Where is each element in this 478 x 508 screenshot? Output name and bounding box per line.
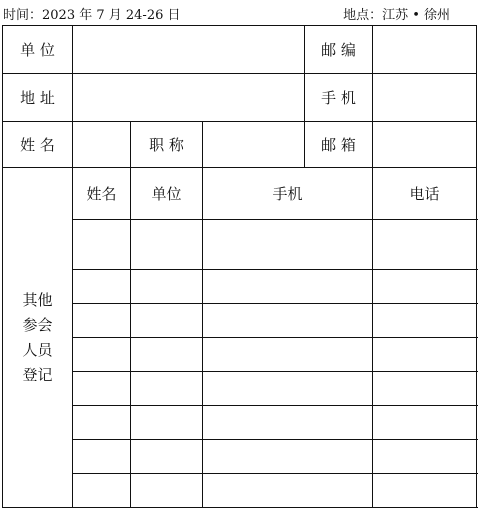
address-field[interactable] bbox=[73, 74, 305, 122]
participant-row bbox=[3, 304, 477, 338]
others-section-label bbox=[3, 168, 73, 508]
participant-name-cell[interactable] bbox=[73, 338, 131, 372]
participant-phone-cell[interactable] bbox=[373, 270, 477, 304]
others-label-line: 登记 bbox=[22, 365, 53, 384]
name-field[interactable] bbox=[73, 122, 131, 168]
unit-label: 单 位 bbox=[3, 26, 73, 74]
participant-mobile-cell[interactable] bbox=[203, 440, 373, 474]
unit-field[interactable] bbox=[73, 26, 305, 74]
participant-phone-cell[interactable] bbox=[373, 220, 477, 270]
participant-row bbox=[3, 440, 477, 474]
participant-mobile-cell[interactable] bbox=[203, 406, 373, 440]
participant-phone-cell[interactable] bbox=[373, 406, 477, 440]
participant-phone-cell[interactable] bbox=[373, 304, 477, 338]
others-label-line: 人员 bbox=[22, 340, 53, 359]
participant-row bbox=[3, 406, 477, 440]
participant-unit-cell[interactable] bbox=[131, 406, 203, 440]
mobile-field[interactable] bbox=[373, 74, 477, 122]
registration-form bbox=[2, 25, 477, 508]
participant-unit-cell[interactable] bbox=[131, 270, 203, 304]
others-header-row bbox=[3, 168, 477, 220]
participant-name-cell[interactable] bbox=[73, 440, 131, 474]
participant-row bbox=[3, 220, 477, 270]
participant-mobile-cell[interactable] bbox=[203, 474, 373, 508]
participant-row bbox=[3, 338, 477, 372]
participant-phone-cell[interactable] bbox=[373, 338, 477, 372]
participant-mobile-cell[interactable] bbox=[203, 338, 373, 372]
title-field[interactable] bbox=[203, 122, 305, 168]
date-text: 时间：2023 年 7 月 24-26 日 bbox=[3, 8, 181, 23]
participant-name-cell[interactable] bbox=[73, 220, 131, 270]
participant-unit-cell[interactable] bbox=[131, 440, 203, 474]
participant-name-cell[interactable] bbox=[73, 474, 131, 508]
location-text: 地点：江苏 • 徐州 bbox=[343, 8, 450, 23]
participant-unit-cell[interactable] bbox=[131, 304, 203, 338]
mobile-label: 手 机 bbox=[305, 74, 373, 122]
participant-row bbox=[3, 372, 477, 406]
participant-row bbox=[3, 270, 477, 304]
participant-phone-cell[interactable] bbox=[373, 372, 477, 406]
participant-mobile-cell[interactable] bbox=[203, 220, 373, 270]
participant-name-cell[interactable] bbox=[73, 270, 131, 304]
participant-name-cell[interactable] bbox=[73, 304, 131, 338]
participant-phone-cell[interactable] bbox=[373, 440, 477, 474]
name-row bbox=[3, 122, 477, 168]
participant-name-cell[interactable] bbox=[73, 406, 131, 440]
col-header-unit: 单位 bbox=[131, 168, 203, 220]
participant-phone-cell[interactable] bbox=[373, 474, 477, 508]
col-header-mobile: 手机 bbox=[203, 168, 373, 220]
participant-unit-cell[interactable] bbox=[131, 338, 203, 372]
address-label: 地 址 bbox=[3, 74, 73, 122]
col-header-name: 姓名 bbox=[73, 168, 131, 220]
unit-row bbox=[3, 26, 477, 74]
title-label: 职 称 bbox=[131, 122, 203, 168]
email-field[interactable] bbox=[373, 122, 477, 168]
participant-unit-cell[interactable] bbox=[131, 372, 203, 406]
postcode-label: 邮 编 bbox=[305, 26, 373, 74]
name-label: 姓 名 bbox=[3, 122, 73, 168]
participant-name-cell[interactable] bbox=[73, 372, 131, 406]
participant-unit-cell[interactable] bbox=[131, 220, 203, 270]
participant-mobile-cell[interactable] bbox=[203, 304, 373, 338]
participant-row bbox=[3, 474, 477, 508]
participant-mobile-cell[interactable] bbox=[203, 372, 373, 406]
postcode-field[interactable] bbox=[373, 26, 477, 74]
others-label-line: 参会 bbox=[22, 315, 53, 334]
address-row bbox=[3, 74, 477, 122]
others-label-line: 其他 bbox=[22, 290, 53, 309]
participant-unit-cell[interactable] bbox=[131, 474, 203, 508]
col-header-phone: 电话 bbox=[373, 168, 477, 220]
email-label: 邮 箱 bbox=[305, 122, 373, 168]
participant-mobile-cell[interactable] bbox=[203, 270, 373, 304]
